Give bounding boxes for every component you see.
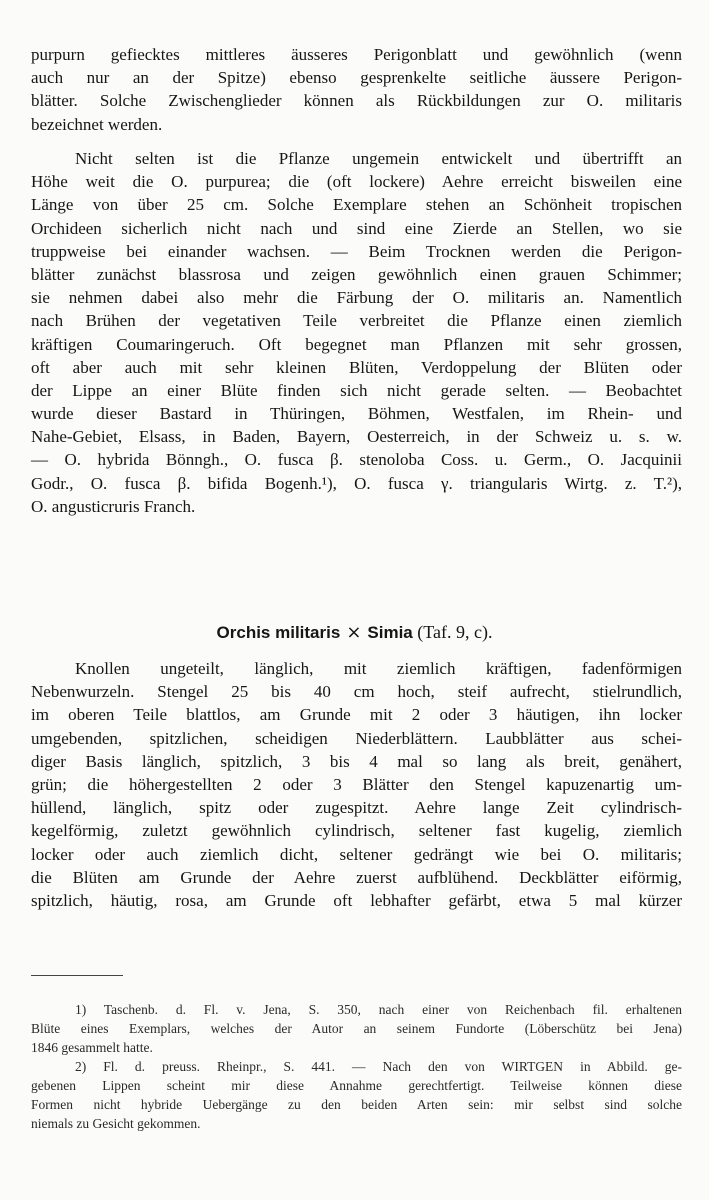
footnotes: [31, 1000, 682, 1133]
text-line: oft aber auch mit sehr kleinen Blüten, Verdoppelung der Blüten oder: [31, 357, 682, 377]
heading-species-1: Orchis militaris: [216, 623, 341, 642]
text-line: diger Basis länglich, spitzlich, 3 bis 4 mal so lang als breit, genähert,: [31, 751, 682, 771]
text-line: blätter zunächst blassrosa und zeigen gewöhnlich einen grauen Schimmer;: [31, 264, 682, 284]
text-line: Länge von über 25 cm. Solche Exemplare stehen an Schönheit tropischen: [31, 195, 682, 215]
hybrid-cross-symbol: ×: [346, 622, 362, 643]
heading-plate-reference: (Taf. 9, c).: [417, 622, 493, 642]
footnote-divider: [31, 975, 123, 976]
text-line: Nebenwurzeln. Stengel 25 bis 40 cm hoch, steif aufrecht, stielrundlich,: [31, 682, 682, 702]
text-line: wurde dieser Bastard in Thüringen, Böhmen, Westfalen, im Rhein- und: [31, 404, 682, 424]
text-line: kegelförmig, zuletzt gewöhnlich cylindrisch, seltener fast kugelig, ziemlich: [31, 821, 682, 841]
text-line: Orchideen sicherlich nicht nach und sind eine Zierde an Stellen, wo sie: [31, 218, 682, 238]
paragraph-continuation: [31, 43, 682, 136]
heading-species-2: Simia: [367, 623, 413, 642]
footnote-line: niemals zu Gesicht gekommen.: [31, 1116, 201, 1131]
text-line: purpurn gefiecktes mittleres äusseres Perigonblatt und gewöhnlich (wenn: [31, 45, 682, 64]
text-line: der Lippe an einer Blüte finden sich nicht gerade selten. — Beobachtet: [31, 380, 682, 400]
text-line: die Blüten am Grunde der Aehre zuerst aufblühend. Deckblätter eiförmig,: [31, 867, 682, 887]
text-line: — O. hybrida Bönngh., O. fusca β. stenoloba Coss. u. Germ., O. Jacquinii: [31, 450, 682, 470]
footnote-line: Formen nicht hybride Uebergänge zu den beiden Arten sein: mir selbst sind solche: [31, 1097, 682, 1112]
text-line: hüllend, länglich, spitz oder zugespitzt. Aehre lange Zeit cylindrisch-: [31, 798, 682, 818]
text-line: locker oder auch ziemlich dicht, seltener gedrängt wie bei O. militaris;: [31, 844, 682, 864]
text-line: truppweise bei einander wachsen. — Beim Trocknen werden die Perigon-: [31, 241, 682, 261]
footnote-line: Blüte eines Exemplars, welches der Autor an seinem Fundorte (Löberschütz bei Jena): [31, 1021, 682, 1036]
footnote-line: 1) Taschenb. d. Fl. v. Jena, S. 350, nach einer von Reichenbach fil. erhaltenen: [75, 1002, 682, 1017]
text-line: grün; die höhergestellten 2 oder 3 Blätter den Stengel kapuzenartig um-: [31, 774, 682, 794]
paragraph-description: [31, 147, 682, 518]
text-line: O. angusticruris Franch.: [31, 496, 196, 516]
text-line: spitzlich, häutig, rosa, am Grunde oft lebhafter gefärbt, etwa 5 mal kürzer: [31, 890, 682, 910]
text-line: Nahe-Gebiet, Elsass, in Baden, Bayern, Oesterreich, in der Schweiz u. s. w.: [31, 427, 682, 447]
footnote-line: gebenen Lippen scheint mir diese Annahme gerechtfertigt. Teilweise können diese: [31, 1078, 682, 1093]
text-line: kräftigen Coumaringeruch. Oft begegnet man Pflanzen mit sehr grossen,: [31, 334, 682, 354]
text-line: Höhe weit die O. purpurea; die (oft lockere) Aehre erreicht bisweilen eine: [31, 172, 682, 192]
text-line: nach Brühen der vegetativen Teile verbreitet die Pflanze einen ziemlich: [31, 311, 682, 331]
text-line: im oberen Teile blattlos, am Grunde mit 2 oder 3 häutigen, ihn locker: [31, 705, 682, 725]
text-line: Nicht selten ist die Pflanze ungemein entwickelt und übertrifft an: [75, 149, 682, 168]
text-line: sie nehmen dabei also mehr die Färbung der O. militaris an. Namentlich: [31, 288, 682, 308]
text-line: auch nur an der Spitze) ebenso gesprenkelte seitliche äussere Perigon-: [31, 68, 682, 88]
paragraph-species-description: [31, 657, 682, 912]
footnote-line: 2) Fl. d. preuss. Rheinpr., S. 441. — Nach den von WIRTGEN in Abbild. ge-: [75, 1059, 682, 1074]
text-line: blätter. Solche Zwischenglieder können als Rückbildungen zur O. militaris: [31, 91, 682, 111]
text-line: Godr., O. fusca β. bifida Bogenh.¹), O. fusca γ. triangularis Wirtg. z. T.²),: [31, 473, 682, 493]
text-line: bezeichnet werden.: [31, 114, 163, 134]
text-line: umgebenden, spitzlichen, scheidigen Niederblättern. Laubblätter aus schei-: [31, 728, 682, 748]
footnote-line: 1846 gesammelt hatte.: [31, 1040, 153, 1055]
section-heading: [0, 620, 709, 645]
text-line: Knollen ungeteilt, länglich, mit ziemlich kräftigen, fadenförmigen: [75, 659, 682, 678]
